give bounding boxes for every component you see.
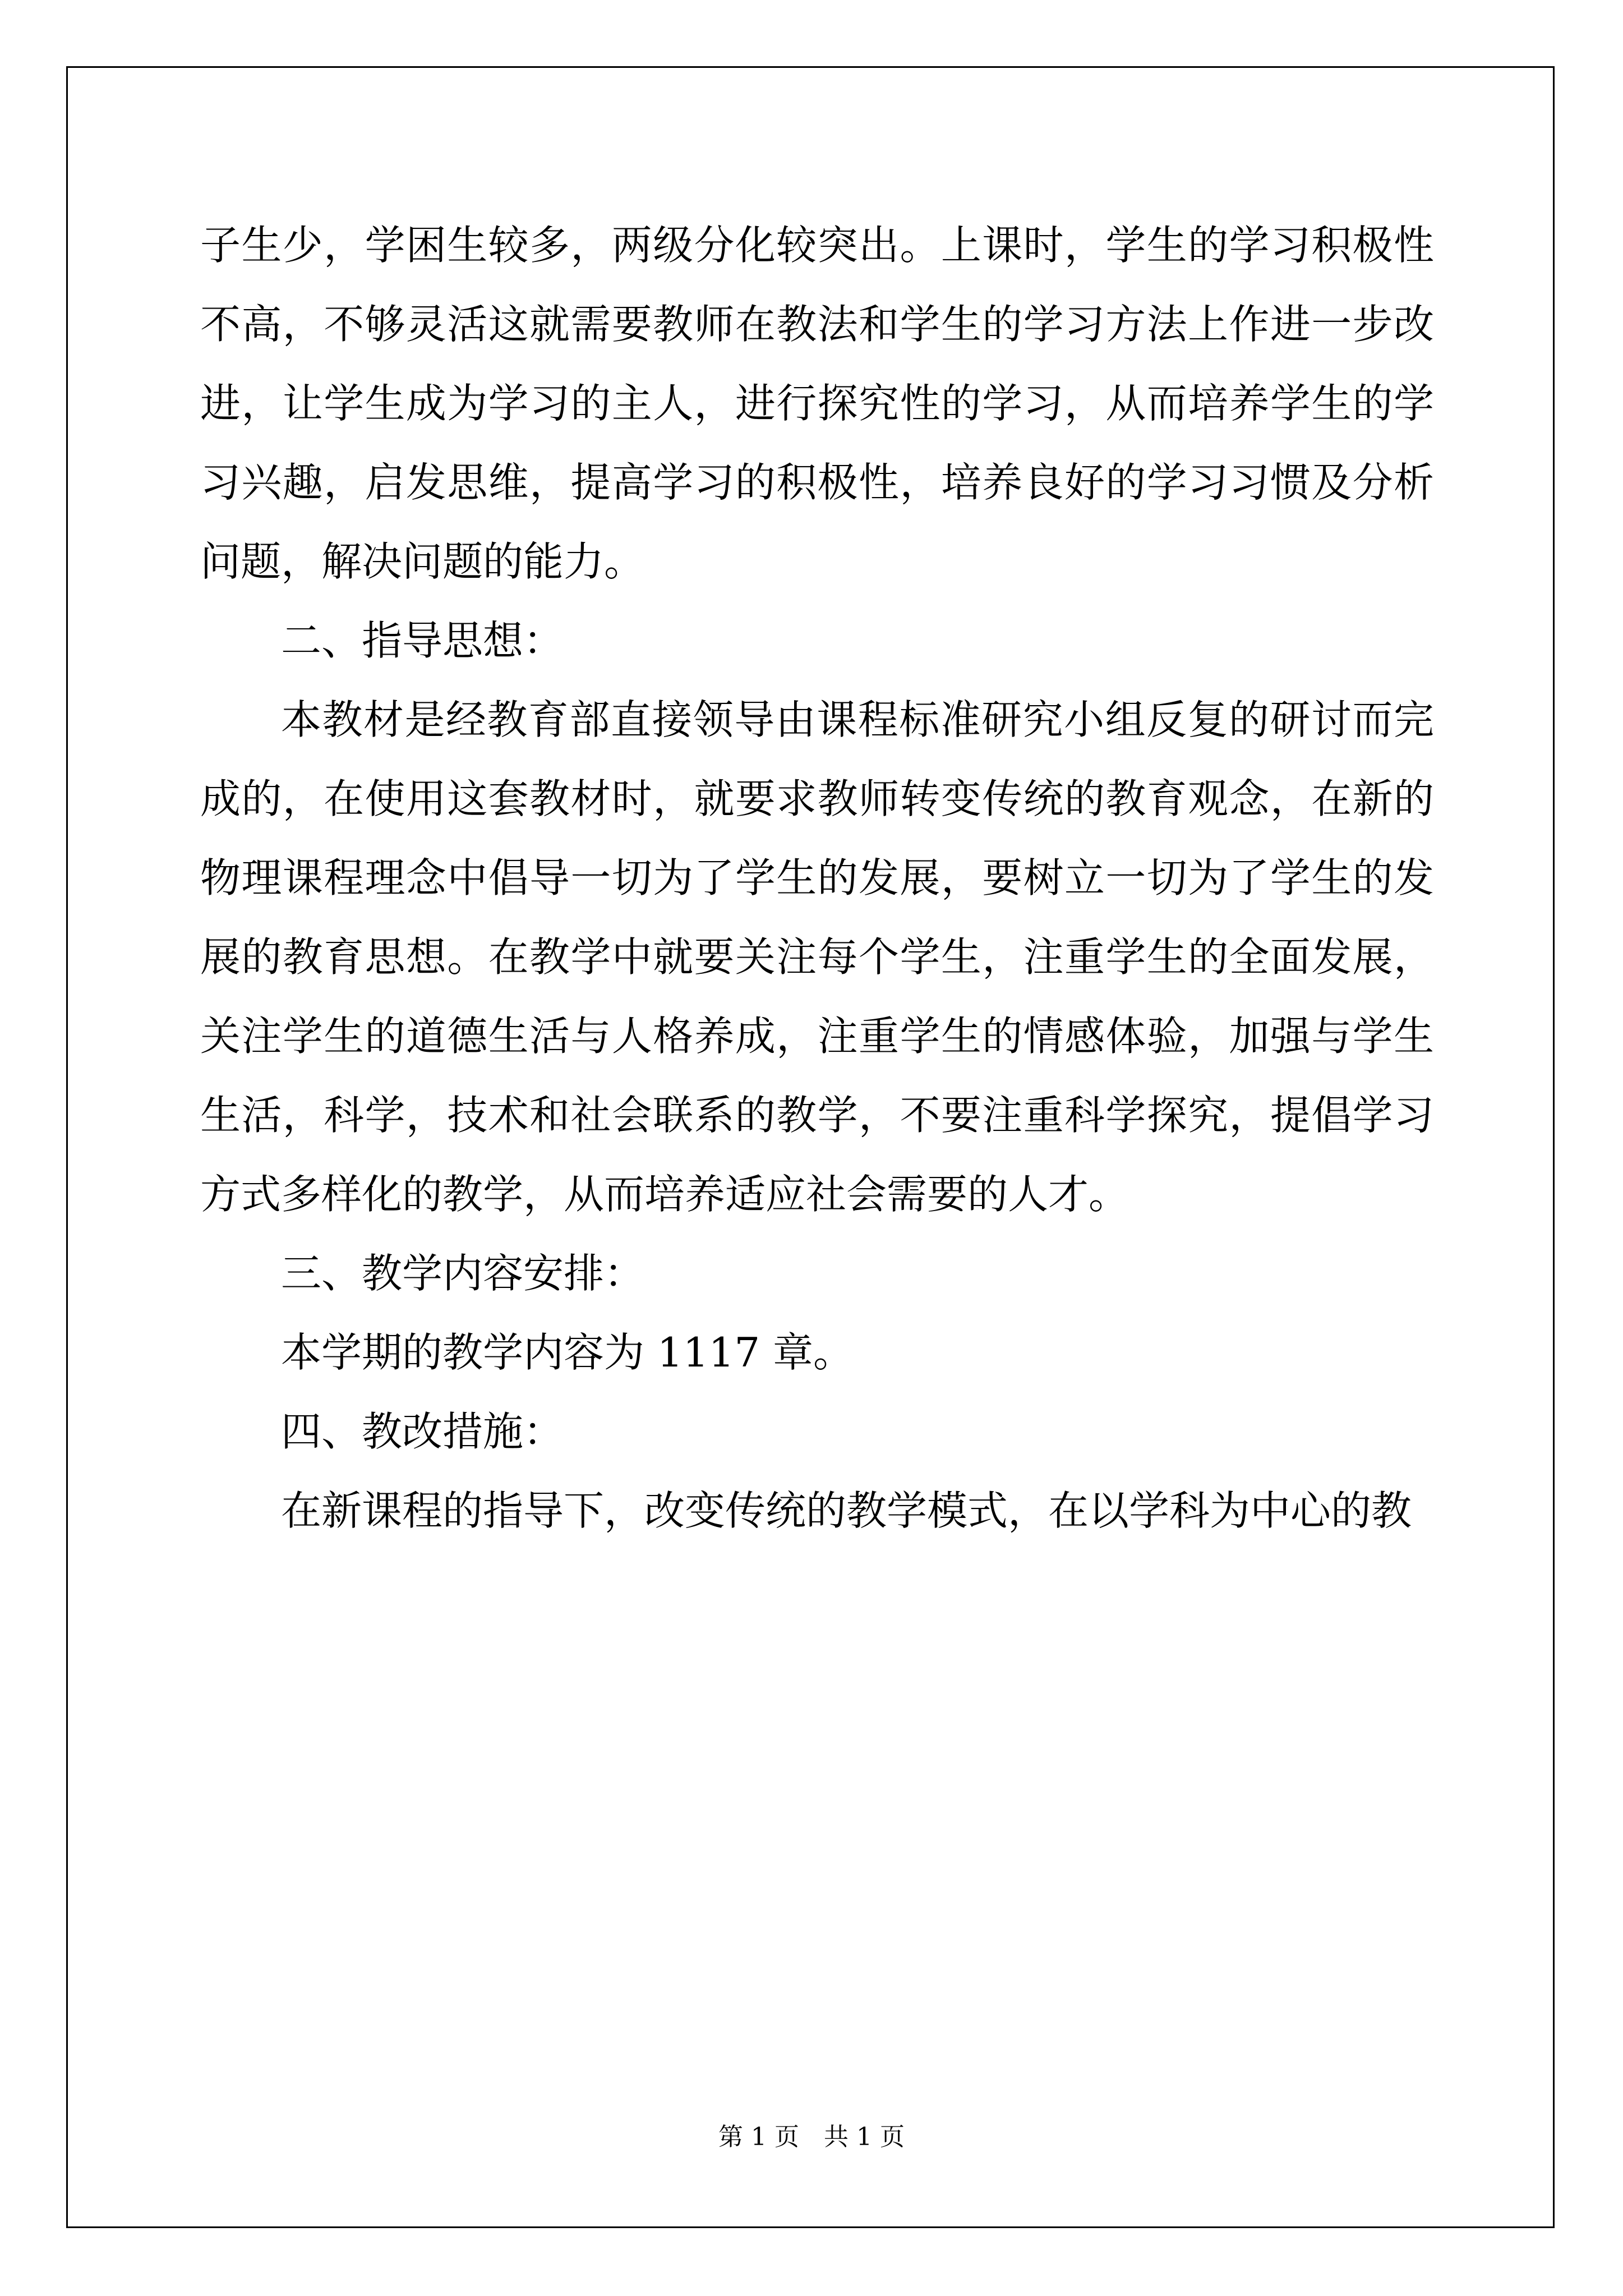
paragraph-intro-continued: 子生少，学困生较多，两级分化较突出。上课时，学生的学习积极性不高，不够灵活这就需要教师在教法和学生的学习方法上作进一步改进，让学生成为学习的主人，进行探究性的学习，从而培养学生的学习兴趣，启发思维，提高学习的积极性，培养良好的学习习惯及分析问题，解决问题的能力。 bbox=[200, 222, 1434, 585]
page-footer bbox=[0, 2120, 1623, 2154]
paragraph-teaching-content: 本学期的教学内容为 1117 章。 bbox=[281, 1329, 854, 1376]
page-number-current: 第 1 页 bbox=[718, 2123, 799, 2151]
heading-reform-measures: 四、教改措施： bbox=[281, 1408, 564, 1455]
heading-guiding-ideology: 二、指导思想： bbox=[281, 617, 564, 664]
page-number-total: 共 1 页 bbox=[824, 2123, 905, 2151]
paragraph-guiding-ideology: 本教材是经教育部直接领导由课程标准研究小组反复的研讨而完成的，在使用这套教材时，就要求教师转变传统的教育观念，在新的物理课程理念中倡导一切为了学生的发展，要树立一切为了学生的发展的教育思想。在教学中就要关注每个学生，注重学生的全面发展，关注学生的道德生活与人格养成，注重学生的情感体验，加强与学生生活，科学，技术和社会联系的教学，不要注重科学探究，提倡学习方式多样化的教学，从而培养适应社会需要的人才。 bbox=[200, 696, 1434, 1218]
paragraph-reform-measures: 在新课程的指导下，改变传统的教学模式，在以学科为中心的教 bbox=[281, 1487, 1412, 1534]
heading-teaching-content: 三、教学内容安排： bbox=[281, 1250, 645, 1297]
document-body bbox=[200, 206, 1434, 1550]
